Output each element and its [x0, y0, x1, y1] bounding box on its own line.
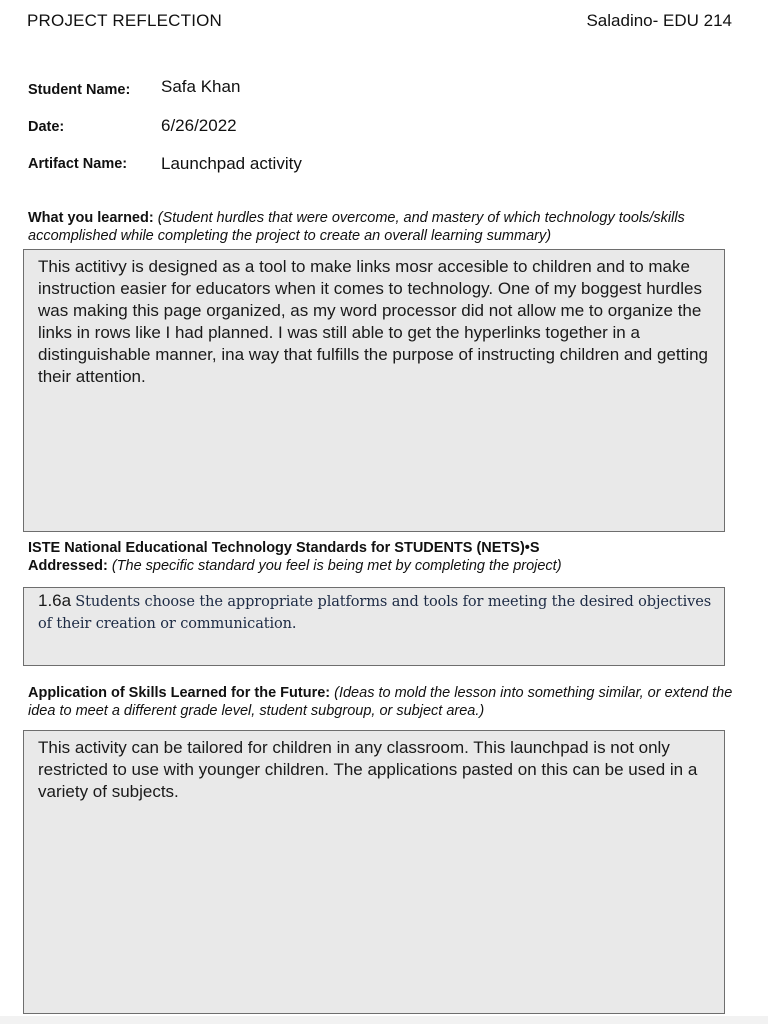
learned-heading	[28, 209, 743, 245]
standards-heading	[28, 539, 743, 575]
document-title: PROJECT REFLECTION	[27, 11, 223, 30]
student-name-value: Safa Khan	[161, 77, 241, 96]
learned-prompt: (Student hurdles that were overcome, and mastery of which technology tools/skills accomplished while completing the project to create an overall learning summary)	[28, 210, 685, 244]
future-response-text: This activity can be tailored for children in any classroom. This launchpad is not only restricted to use with younger children. The applications pasted on this can be used in a variety of subjects.	[38, 738, 698, 801]
artifact-name-label: Artifact Name:	[28, 156, 128, 172]
date-label: Date:	[28, 119, 65, 135]
future-heading	[28, 684, 748, 720]
standards-response	[38, 590, 718, 635]
date-value: 6/26/2022	[161, 116, 237, 135]
learned-response-box[interactable]	[23, 249, 725, 532]
page-bottom-edge	[0, 1016, 768, 1024]
standard-number: 1.6a	[38, 591, 72, 610]
standard-text: Students choose the appropriate platforms and tools for meeting the desired objectives of their creation or communication.	[38, 594, 712, 632]
standards-response-box[interactable]	[23, 587, 725, 666]
learned-response-text: This actitivy is designed as a tool to make links mosr accesible to children and to make instruction easier for educators when it comes to technology. One of my boggest hurdles was making this page organized, as my word processor did not allow me to organize the links in rows like I had planned. I was still able to get the hyperlinks together in a distinguishable manner, ina way that fulfills the purpose of instructing children and getting their attention.	[38, 257, 709, 386]
course-label: Saladino- EDU 214	[586, 11, 732, 30]
standards-prompt: (The specific standard you feel is being met by completing the project)	[111, 558, 562, 574]
standards-title: ISTE National Educational Technology Standards for STUDENTS (NETS)•S	[28, 540, 540, 556]
student-name-label: Student Name:	[28, 82, 131, 98]
learned-title: What you learned:	[28, 210, 154, 226]
future-response-box[interactable]	[23, 730, 725, 1014]
artifact-name-value: Launchpad activity	[161, 154, 302, 173]
future-title: Application of Skills Learned for the Future:	[28, 685, 331, 701]
standards-addressed-label: Addressed:	[28, 558, 108, 574]
future-prompt: (Ideas to mold the lesson into something similar, or extend the idea to meet a different grade level, student subgroup, or subject area.)	[28, 685, 733, 719]
